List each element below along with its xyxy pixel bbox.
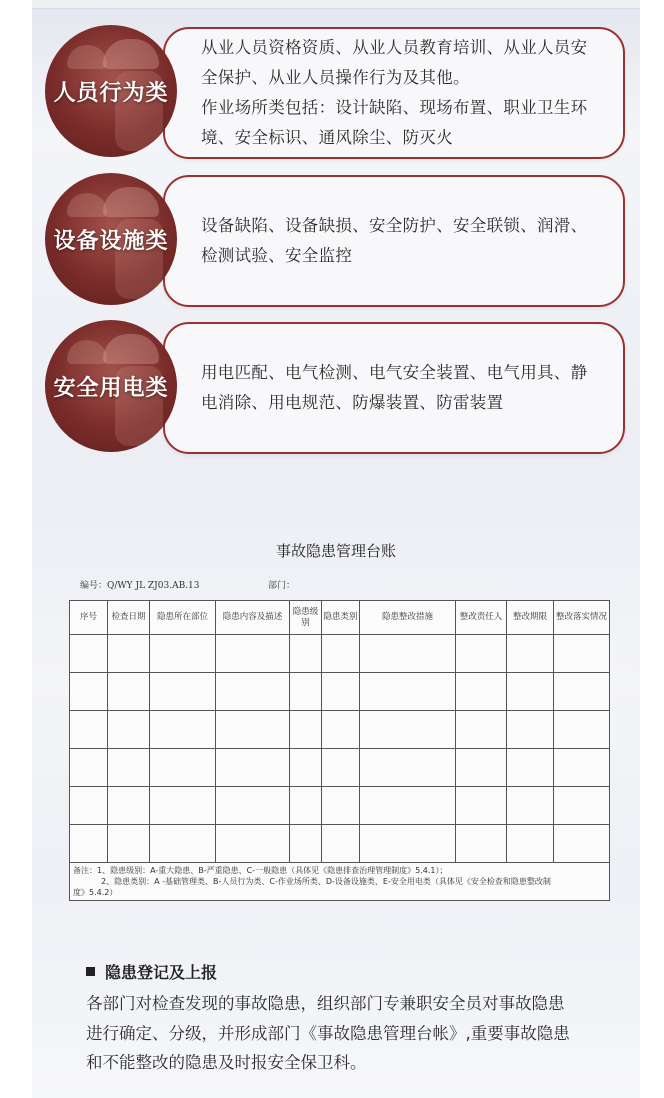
- column-header: 整改责任人: [456, 601, 507, 635]
- category-badge-personnel: [45, 25, 177, 157]
- category-label: 人员行为类: [53, 80, 169, 106]
- column-header: 隐患级别: [290, 601, 322, 635]
- section-paragraph: [86, 989, 606, 1078]
- form-title: 事故隐患管理台账: [275, 542, 396, 560]
- top-divider: [32, 0, 640, 9]
- table-row: [70, 711, 610, 749]
- category-badge-equipment: [45, 173, 177, 305]
- category-card-electrical: [163, 322, 625, 454]
- column-header: 整改期限: [507, 601, 554, 635]
- paragraph-line: 进行确定、分级，并形成部门《事故隐患管理台帐》,重要事故隐患: [86, 1023, 570, 1043]
- description-line: 设备缺陷、设备缺损、安全防护、安全联锁、润滑、: [201, 216, 588, 235]
- description-line: 电消除、用电规范、防爆装置、防雷装置: [201, 393, 504, 412]
- form-code: 编号：Q/WY JL ZJ03.AB.13: [80, 581, 200, 591]
- table-header-row: [70, 601, 610, 635]
- column-header: 检查日期: [108, 601, 150, 635]
- note-line: 度》5.4.2）: [73, 888, 118, 897]
- table-notes-row: [70, 863, 610, 901]
- category-description: [201, 177, 607, 305]
- hazard-ledger-table: [69, 600, 610, 901]
- category-label: 设备设施类: [53, 228, 169, 254]
- description-line: 用电匹配、电气检测、电气安全装置、电气用具、静: [201, 363, 588, 382]
- category-card-equipment: [163, 175, 625, 307]
- category-label: 安全用电类: [53, 375, 169, 401]
- category-description: [201, 324, 607, 452]
- table-notes: [70, 863, 610, 901]
- paragraph-line: 和不能整改的隐患及时报安全保卫科。: [86, 1053, 367, 1072]
- form-department: 部门：: [268, 581, 296, 591]
- column-header: 隐患类别: [322, 601, 360, 635]
- column-header: 序号: [70, 601, 108, 635]
- description-line: 境、安全标识、通风除尘、防灭火: [201, 128, 453, 147]
- note-line: 2、隐患类别：A -基础管理类、B-人员行为类、C-作业场所类、D-设备设施类、E-安全用电类（具体见《安全检查和隐患整改制: [101, 877, 551, 886]
- category-badge-electrical: [45, 320, 177, 452]
- description-line: 作业场所类包括：设计缺陷、现场布置、职业卫生环: [201, 98, 588, 117]
- table-row: [70, 673, 610, 711]
- column-header: 隐患所在部位: [150, 601, 216, 635]
- section-heading-text: 隐患登记及上报: [105, 963, 218, 982]
- column-header: 整改落实情况: [554, 601, 610, 635]
- description-line: 全保护、从业人员操作行为及其他。: [201, 68, 470, 87]
- table-row: [70, 749, 610, 787]
- table-row: [70, 787, 610, 825]
- table-row: [70, 825, 610, 863]
- category-description: [201, 29, 607, 157]
- paragraph-line: 各部门对检查发现的事故隐患，组织部门专兼职安全员对事故隐患: [86, 994, 565, 1013]
- note-line: 备注：1、隐患级别：A-重大隐患、B-严重隐患、C-一般隐患（具体见《隐患排查治理管理制度》5.4.1）；: [73, 866, 448, 875]
- category-card-personnel: [163, 27, 625, 159]
- description-line: 从业人员资格资质、从业人员教育培训、从业人员安: [201, 38, 588, 57]
- column-header: 隐患整改措施: [360, 601, 456, 635]
- column-header: 隐患内容及描述: [216, 601, 290, 635]
- section-heading: [86, 960, 217, 983]
- table-row: [70, 635, 610, 673]
- description-line: 检测试验、安全监控: [201, 246, 353, 265]
- square-bullet-icon: [86, 967, 95, 976]
